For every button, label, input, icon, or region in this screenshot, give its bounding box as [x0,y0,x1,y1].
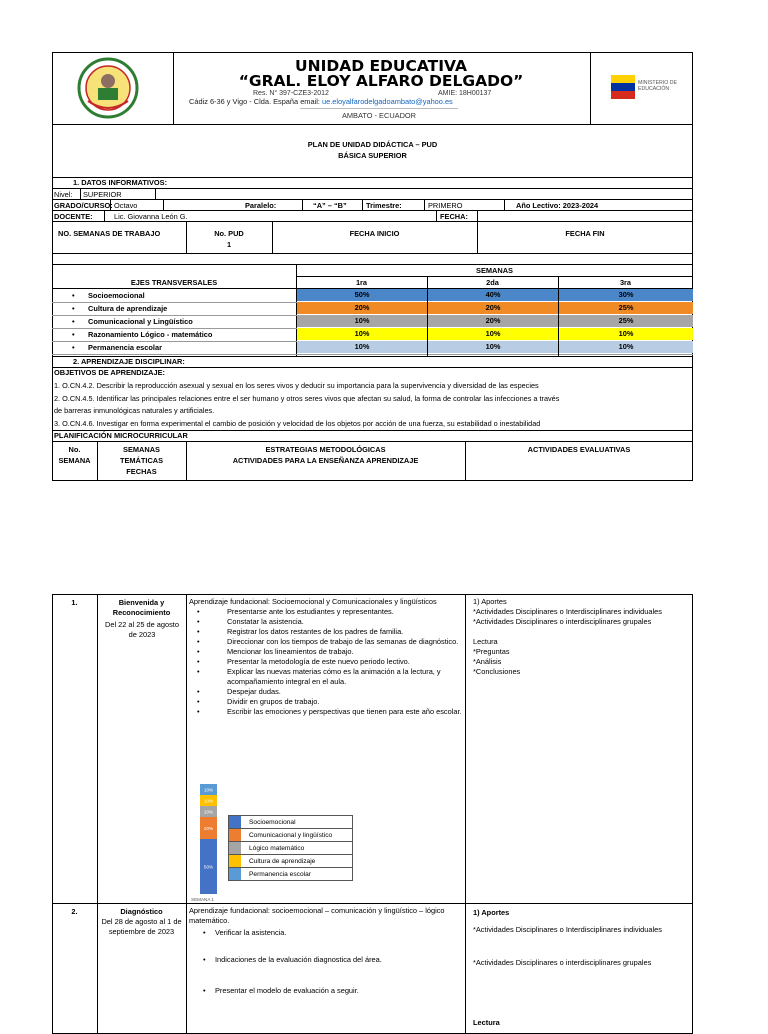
chart-legend-item [229,868,352,881]
eje-value-cell: 10% [428,341,558,353]
eje-value-cell: 20% [428,302,558,314]
chart-data-label: 10% [203,787,214,793]
eje-value-cell: 25% [559,315,693,327]
address: Cádiz 6-36 y Vigo - Clda. España email: [189,97,320,106]
legend-label: Socioemocional [249,818,296,826]
row2-eval-1: *Actividades Disciplinares o Interdisciplinares individuales [473,925,662,934]
row1-eval-line [473,627,691,637]
row1-bullet-list [189,607,463,717]
row1-bullet: • Despejar dudas. [189,687,463,697]
row1-number: 1. [71,598,78,607]
chart [189,782,363,902]
chart-legend-item [229,816,352,829]
plan-subtitle: BÁSICA SUPERIOR [338,151,407,160]
chart-x-label: SEMANA 1 [191,897,214,902]
objetivos-label: OBJETIVOS DE APRENDIZAJE: [54,368,166,377]
school-name-line1: UNIDAD EDUCATIVA [295,57,467,75]
legend-swatch [229,829,241,841]
eje-value-cell: 20% [297,302,427,314]
row1-bullet: • Presentarse ante los estudiantes y representantes. [189,607,463,617]
row1-title: Bienvenida y Reconocimiento [112,598,171,617]
school-logo [76,57,140,119]
grado-value: Octavo [114,201,138,210]
trimestre-label: Trimestre: [366,201,402,210]
row2-number: 2. [71,907,78,916]
row1-bullet: • Mencionar los lineamientos de trabajo. [189,647,463,657]
city: AMBATO - ECUADOR [341,111,417,120]
resolution: Res. N° 397-CZE3-2012 [253,90,329,97]
objetivo-1: 1. O.CN.4.2. Describir la reproducción asexual y sexual en los seres vivos y deducir su importancia para la supervivencia y diversidad de las especies [54,381,539,390]
amie: AMIE: 18H00137 [438,90,492,97]
row1-bullet: • Registrar los datos restantes de los padres de familia. [189,627,463,637]
anio-lectivo: Año Lectivo: 2023-2024 [516,201,599,210]
legend-swatch [229,816,241,828]
col-tematicas: TEMÁTICAS [119,456,164,465]
col-no: No. [68,445,81,454]
trimestre-value: PRIMERO [428,201,463,210]
semanas-header: SEMANAS [476,266,513,275]
row2-dates: Del 28 de agosto al 1 de septiembre de 2023 [101,917,182,936]
legend-label: Cultura de aprendizaje [249,857,316,865]
row1-eval-line: *Actividades Disciplinares o Interdisciplinares individuales [473,607,662,616]
legend-label: Lógico matemático [249,844,305,852]
row1-bullet: • Direccionar con los tiempos de trabajo de las semanas de diagnóstico. [189,637,463,647]
col-semana: SEMANA [58,456,91,465]
row2-title: Diagnóstico [120,907,163,916]
eje-value-cell: 10% [297,315,427,327]
row1-bullet: • Constatar la asistencia. [189,617,463,627]
eje-value-cell: 30% [559,289,693,301]
row1-eval-line: *Análisis [473,657,502,666]
nivel-label: Nivel: [54,190,73,199]
row2-eval-2: *Actividades Disciplinares o interdisciplinares grupales [473,958,652,967]
nivel-value: SUPERIOR [83,190,122,199]
paralelo-label: Paralelo: [245,201,277,210]
eje-value-cell: 10% [559,341,693,353]
row1-eval-line: *Conclusiones [473,667,521,676]
col-3ra: 3ra [619,278,632,287]
eje-value-cell: 50% [297,289,427,301]
row1-bullet: • Presentar la metodología de este nuevo periodo lectivo. [189,657,463,667]
school-name-line2: “GRAL. ELOY ALFARO DELGADO” [238,72,524,90]
col-actividades-evaluativas: ACTIVIDADES EVALUATIVAS [527,445,631,454]
eje-value-cell: 10% [559,328,693,340]
legend-swatch [229,855,241,867]
paralelo-value: “A” – “B” [313,201,347,210]
eje-value-cell: 10% [428,328,558,340]
chart-data-label: 10% [203,809,214,815]
chart-legend-item [229,829,352,842]
row1-evaluation [473,597,691,677]
row2-intro: Aprendizaje fundacional: socioemocional – comunicación y lingüístico – lógico matemático. [189,906,445,925]
objetivo-3: 3. O.CN.4.6. Investigar en forma experimental el cambio de posición y velocidad de los objetos por acción de una fuerza, su estabilidad o inestabilidad [54,419,541,428]
address-line [189,97,453,106]
fecha-inicio-label: FECHA INICIO [349,229,400,238]
eje-value-cell: 10% [297,328,427,340]
row1-bullet: • Dividir en grupos de trabajo. [189,697,463,707]
legend-label: Comunicacional y lingüístico [249,831,333,839]
col-2da: 2da [486,278,499,287]
section-aprendizaje: 2. APRENDIZAJE DISCIPLINAR: [73,357,185,366]
semanas-trabajo-label: NO. SEMANAS DE TRABAJO [58,229,161,238]
eje-value-cell: 20% [428,315,558,327]
col-1ra: 1ra [355,278,368,287]
pud-value: 1 [226,240,232,249]
ejes-header: EJES TRANSVERSALES [130,278,218,287]
row1-activities [189,597,463,717]
row1-eval-line: Lectura [473,637,498,646]
email-link[interactable]: ue.eloyalfarodelgadoambato@yahoo.es [321,97,453,106]
row2-eval-title: 1) Aportes [473,908,510,917]
legend-swatch [229,868,241,880]
row1-intro: Aprendizaje fundacional: Socioemocional y Comunicacionales y lingüísticos [189,597,437,606]
fecha-label: FECHA: [440,212,468,221]
legend-label: Permanencia escolar [249,870,311,878]
pud-label: No. PUD [214,229,244,238]
objetivo-2b: de barreras inmunológicas naturales y artificiales. [54,406,215,415]
legend-swatch [229,842,241,854]
col-semanas: SEMANAS [123,445,160,454]
eje-value-cell: 25% [559,302,693,314]
row1-eval-line: 1) Aportes [473,597,507,606]
chart-legend-item [229,855,352,868]
docente-label: DOCENTE: [54,212,93,221]
eje-value-cell: 10% [297,341,427,353]
chart-data-label: 10% [203,798,214,804]
chart-legend [228,815,353,881]
eje-value-cell: 40% [428,289,558,301]
grado-label: GRADO/CURSO: [54,201,113,210]
ministry-logo [611,75,683,101]
docente-value: Lic. Giovanna León G. [114,212,188,221]
planificacion-label: PLANIFICACIÓN MICROCURRICULAR [54,431,188,440]
row2-lectura: Lectura [473,1018,500,1027]
chart-legend-item [229,842,352,855]
ministry-name: MINISTERIO DE EDUCACIÓN [638,80,677,92]
col-actividades-ensenanza: ACTIVIDADES PARA LA ENSEÑANZA APRENDIZAJE [232,456,419,465]
row1-bullet: • Escribir las emociones y perspectivas que tienen para este año escolar. [189,707,463,717]
fecha-fin-label: FECHA FIN [565,229,605,238]
plan-title: PLAN DE UNIDAD DIDÁCTICA – PUD [307,140,438,149]
section-datos: 1. DATOS INFORMATIVOS: [73,178,168,187]
objetivo-2a: 2. O.CN.4.5. Identificar las principales relaciones entre el ser humano y otros seres vivos que afectan su salud, la forma de controlar las infecciones a través [54,394,560,403]
chart-data-label: 50% [203,864,214,870]
col-fechas: FECHAS [126,467,157,476]
chart-data-label: 20% [203,826,214,831]
row1-eval-line: *Preguntas [473,647,510,656]
row1-eval-line: *Actividades Disciplinares o interdisciplinares grupales [473,617,652,626]
col-estrategias: ESTRATEGIAS METODOLÓGICAS [265,445,386,454]
row1-bullet: • Explicar las nuevas materias cómo es la animación a la lectura, y acompañamiento integral en el aula. [189,667,463,687]
row1-dates: Del 22 al 25 de agosto de 2023 [105,620,179,639]
